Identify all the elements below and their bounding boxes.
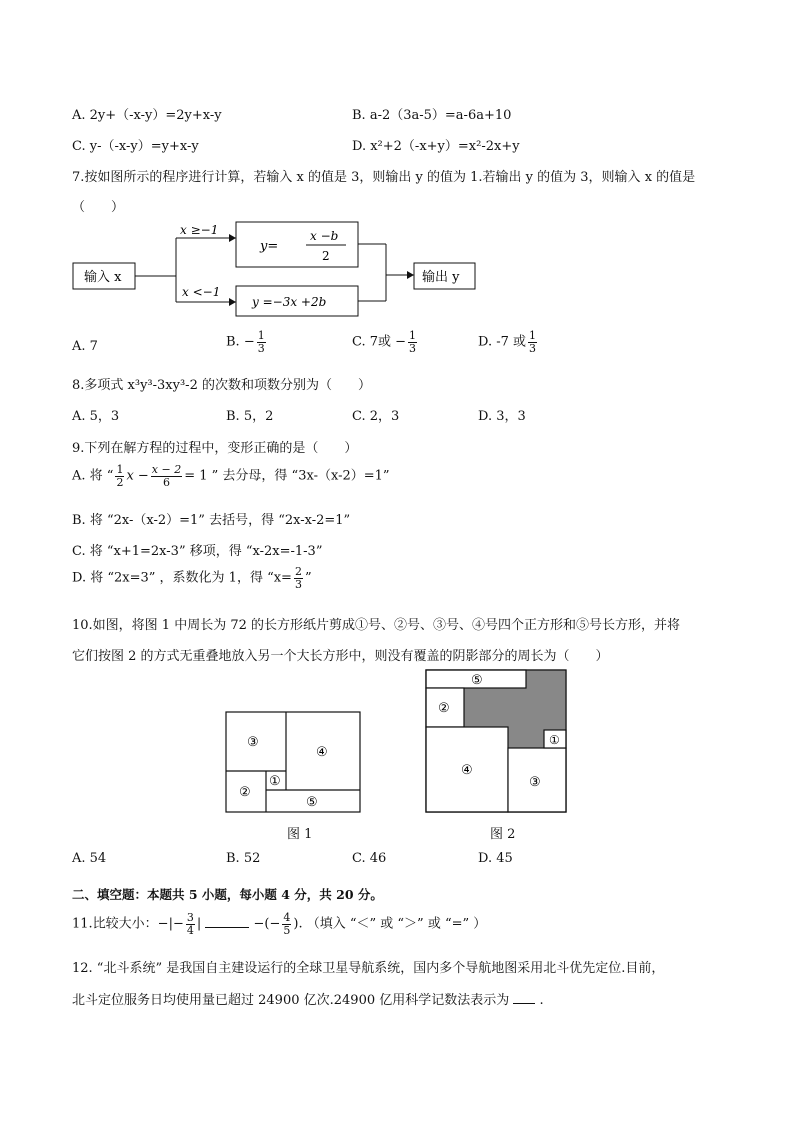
q8-option-d: D. 3，3	[478, 409, 526, 424]
q9-stem: 9.下列在解方程的过程中，变形正确的是（ ）	[72, 441, 358, 456]
q9-option-a: A. 将 “ $\frac{1}{2}$ x − $\frac{x - 2}{6}$ = 1 ” 去分母，得 “3x-（x-2）=1”	[72, 463, 390, 489]
box-bottom-label: y =−3x +2b	[252, 295, 327, 309]
q10-option-a: A. 54	[72, 851, 107, 866]
fig1-label-4: ④	[316, 745, 328, 760]
box-top-den: 2	[322, 249, 330, 263]
fig2-label-2: ②	[438, 701, 450, 716]
q8-option-b: B. 5，2	[226, 409, 274, 424]
q10-option-d: D. 45	[478, 851, 513, 866]
fig2-label-3: ③	[529, 775, 541, 790]
input-label: 输入 x	[84, 270, 122, 285]
figure-2-caption: 图 2	[490, 827, 516, 842]
q10-stem-line2: 它们按图 2 的方式无重叠地放入另一个大长方形中，则没有覆盖的阴影部分的周长为（ ）	[72, 649, 609, 664]
q11-answer-blank[interactable]	[205, 927, 249, 928]
q9-option-c: C. 将 “x+1=2x-3” 移项，得 “x-2x=-1-3”	[72, 544, 323, 559]
output-label: 输出 y	[422, 270, 460, 285]
q12-line2: 北斗定位服务日均使用量已超过 24900 亿次.24900 亿用科学记数法表示为 .	[72, 993, 544, 1008]
section-2-heading: 二、填空题：本题共 5 小题，每小题 4 分，共 20 分。	[72, 887, 383, 902]
q7-paren: （ ）	[72, 200, 125, 215]
q7-option-b: B. − $\frac{1}{3}$	[226, 329, 265, 355]
q10-option-b: B. 52	[226, 851, 261, 866]
q9-option-b: B. 将 “2x-（x-2）=1” 去括号，得 “2x-x-2=1”	[72, 513, 351, 528]
fig2-label-4: ④	[461, 763, 473, 778]
q7-flowchart	[70, 220, 490, 320]
box-top-num: x −b	[310, 229, 339, 243]
q10-option-c: C. 46	[352, 851, 387, 866]
box-top-prefix: y=	[260, 239, 279, 254]
q7-option-d: D. -7 或 $\frac{1}{3}$	[478, 329, 537, 355]
q8-stem: 8.多项式 x³y³-3xy³-2 的次数和项数分别为（ ）	[72, 378, 371, 393]
q6-option-b: B. a-2（3a-5）=a-6a+10	[352, 108, 512, 123]
cond-bottom: x <−1	[182, 285, 221, 299]
fig1-label-3: ③	[247, 735, 259, 750]
q7-option-c: C. 7或 − $\frac{1}{3}$	[352, 329, 417, 355]
cond-top: x ≥−1	[180, 223, 219, 237]
q12-line1: 12. “北斗系统” 是我国自主建设运行的全球卫星导航系统，国内多个导航地图采用北斗优先定位.目前，	[72, 961, 665, 976]
q7-stem: 7.按如图所示的程序进行计算，若输入 x 的值是 3，则输出 y 的值为 1.若输出 y 的值为 3，则输入 x 的值是	[72, 170, 696, 185]
q12-answer-blank[interactable]	[513, 1003, 535, 1004]
q9-option-d: D. 将 “2x=3” ，系数化为 1，得 “x= $\frac{2}{3}$ ”	[72, 565, 312, 591]
figure-2	[422, 666, 570, 816]
fig1-label-2: ②	[239, 785, 251, 800]
q8-option-c: C. 2，3	[352, 409, 400, 424]
q6-option-d: D. x²+2（-x+y）=x²-2x+y	[352, 139, 520, 154]
q11: 11.比较大小：−|− $\frac{3}{4}$ | −(− $\frac{4}{5}$ ). （填入 “＜” 或 “＞” 或 “=” ）	[72, 911, 487, 937]
q7-option-a: A. 7	[72, 339, 98, 354]
q10-stem-line1: 10.如图，将图 1 中周长为 72 的长方形纸片剪成①号、②号、③号、④号四个正方形和⑤号长方形，并将	[72, 618, 681, 633]
fig2-label-1: ①	[549, 733, 560, 747]
figure-1	[222, 708, 366, 816]
fig1-label-1: ①	[269, 774, 281, 789]
q6-option-c: C. y-（-x-y）=y+x-y	[72, 139, 199, 154]
fig2-label-5: ⑤	[471, 673, 483, 688]
figure-1-caption: 图 1	[287, 827, 313, 842]
q8-option-a: A. 5，3	[72, 409, 120, 424]
q6-option-a: A. 2y+（-x-y）=2y+x-y	[72, 108, 222, 123]
fig1-label-5: ⑤	[306, 795, 318, 810]
